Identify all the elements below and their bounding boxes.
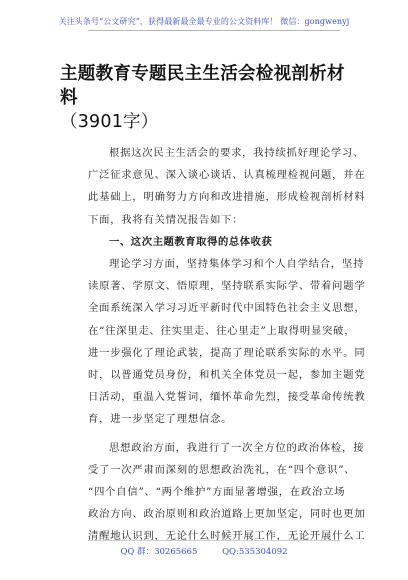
paragraph-line: 理论学习方面，坚持集体学习和个人自学结合，坚持 — [109, 258, 365, 271]
paragraph-line: 全面系统深入学习习近平新时代中国特色社会主义思想， — [88, 302, 366, 315]
paragraph-line: “四个自信”、“两个维护”方面显著增强，在政治立场 — [88, 486, 346, 499]
intro-line: 此基础上，明确努力方向和改进措施，形成检视剖析材料 — [88, 191, 366, 204]
paragraph-line: 育，进一步坚定了理想信念。 — [88, 413, 233, 426]
paragraph-line: 政治方向、政治原则和政治道路上更加坚定，同时也更加 — [88, 508, 366, 521]
paragraph-line: 清醒地认识到，无论什么时候开展工作，无论开展什么工 — [88, 530, 366, 543]
footer-rule — [88, 540, 340, 541]
footer-contact — [0, 545, 408, 557]
paragraph-line: 在“往深里走、往实里走、往心里走”上取得明显突破， — [88, 324, 356, 337]
paragraph-political-thought — [88, 437, 366, 548]
intro-paragraph — [88, 142, 366, 231]
intro-line: 广泛征求意见、深入谈心谈话、认真梳理检视问题，并在 — [88, 169, 366, 182]
footer-qq: QQ:535304092 — [222, 547, 288, 557]
footer-qq-group: QQ 群：30265665 — [120, 547, 198, 557]
paragraph-line: 时，以普通党员身份，和机关全体党员一起，参加主题党 — [88, 369, 366, 382]
title-line-1: 主题教育专题民主生活会检视剖析材料 — [60, 64, 345, 108]
paragraph-theory-study — [88, 253, 366, 431]
paragraph-line: 进一步强化了理论武装，提高了理论联系实际的水平。同 — [88, 346, 366, 359]
paragraph-line: 读原著、学原文、悟原理，坚持联系实际学、带着问题学 — [88, 280, 366, 293]
intro-line: 根据这次民主生活会的要求，我持续抓好理论学习、 — [109, 147, 365, 159]
document-title — [60, 62, 360, 134]
paragraph-line: 日活动，重温入党誓词，缅怀革命先烈，接受革命传统教 — [88, 391, 366, 404]
document-body — [88, 142, 366, 548]
title-line-2: （3901字） — [60, 112, 159, 132]
paragraph-line: 思想政治方面，我进行了一次全方位的政治体检，接 — [109, 441, 365, 454]
intro-line: 下面，我将有关情况报告如下： — [88, 213, 244, 226]
section-heading: 一、这次主题教育取得的总体收获 — [109, 235, 273, 248]
header-rule — [88, 30, 340, 31]
banner-text: 关注头条号“公文研究”，获得最新最全最专业的公文资料库！ 微信：gongwenyj — [58, 17, 350, 26]
paragraph-line: 受了一次严肃而深刻的思想政治洗礼，在“四个意识”、 — [88, 463, 356, 476]
